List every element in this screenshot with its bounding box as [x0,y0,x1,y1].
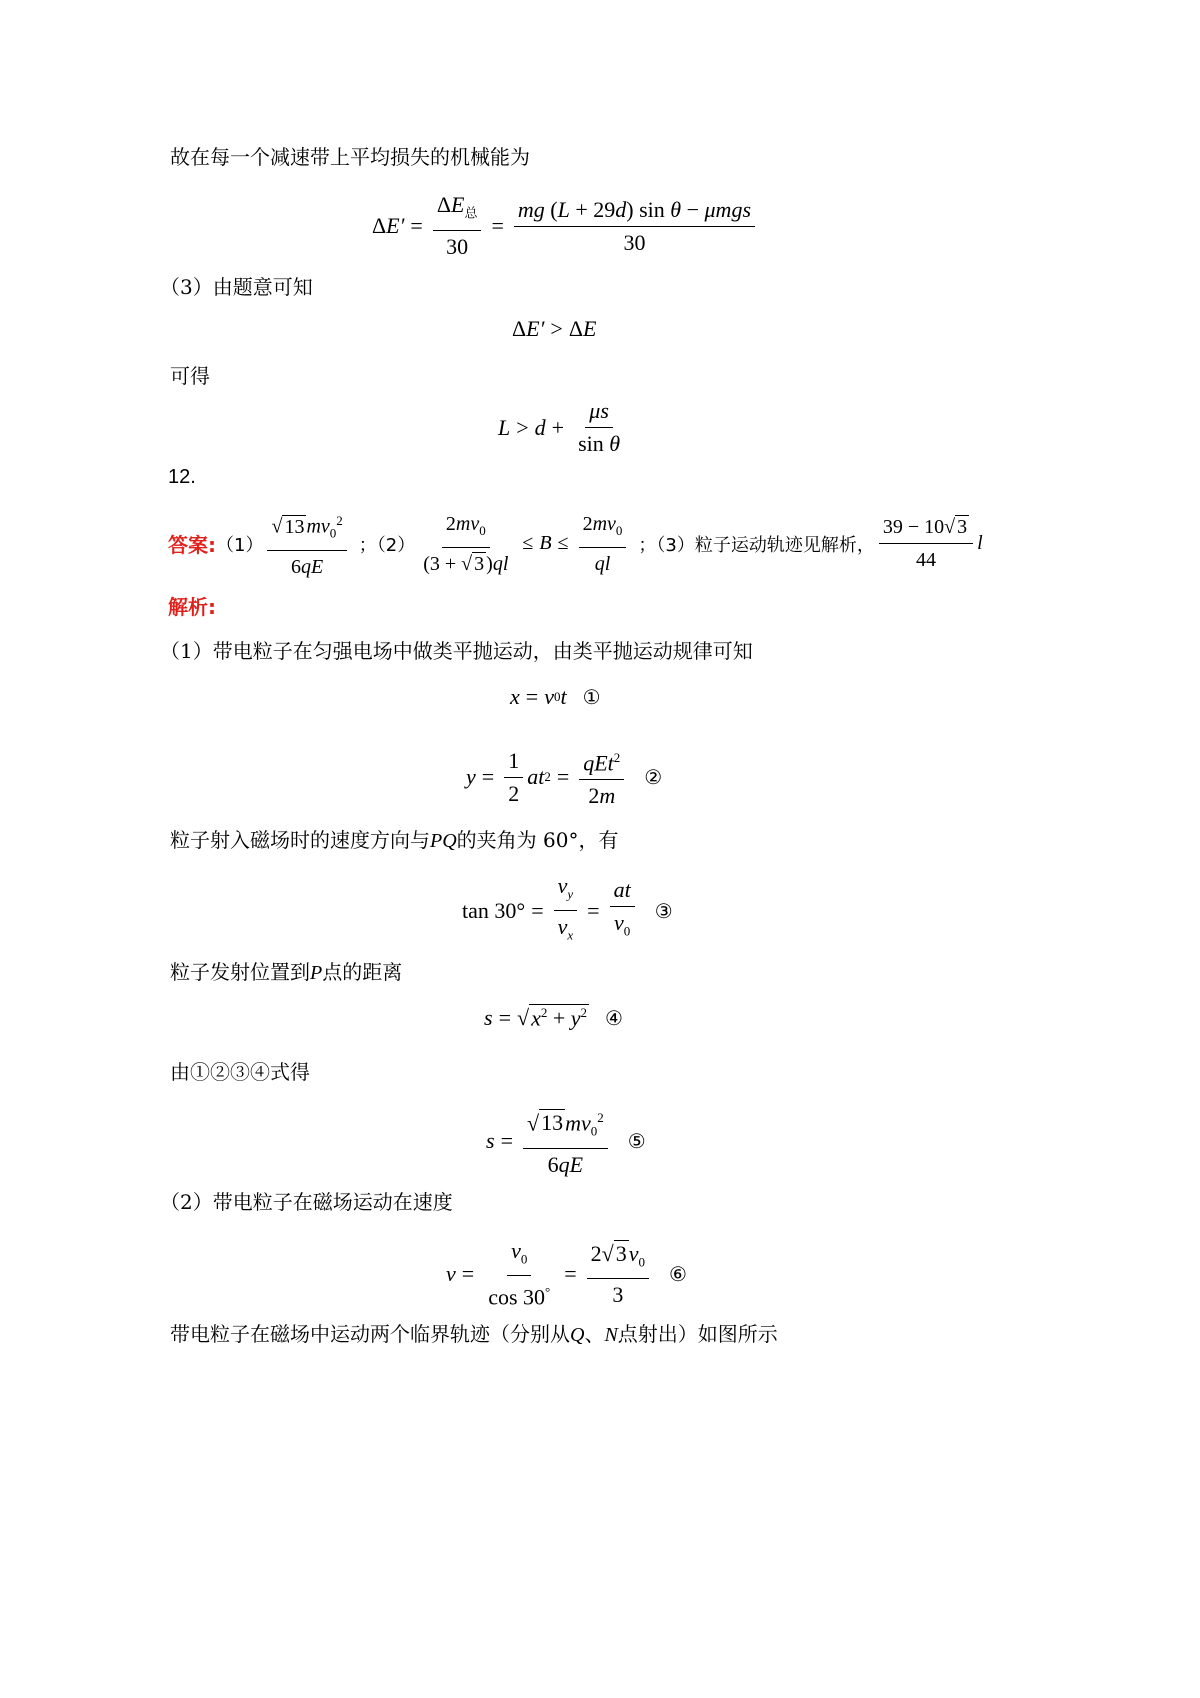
answer-part2-lower: $\frac{2mv_0}{(3 + √ 3 )ql}$ [423,512,509,575]
equation-y: y = $\frac{1}{2}$ at 2 = $\frac{qEt^2}{2m}$ ② [466,745,662,809]
equation-s-sqrt: s = √ $x^2 + y^2$ ④ [484,1004,623,1031]
label-p: P [310,962,323,984]
text-line-part1-intro: （1）带电粒子在匀强电场中做类平抛运动，由类平抛运动规律可知 [160,639,753,663]
text-line-result: 可得 [170,364,210,388]
answer-part1-formula: $\frac{√ 13 mv_0^2}{6qE}$ [267,508,346,580]
text-line-mechanical-energy: 故在每一个减速带上平均损失的机械能为 [170,145,530,169]
equation-tan30: tan 30° = $\frac{v_y}{v_x}$ = $\frac{at}{v_0}$ ③ [462,873,673,943]
marker-2: ② [644,765,663,790]
equation-v: v = $\frac{v_0}{\cos 30^\circ}$ = $\frac{2√3v_0}{3}$ ⑥ [446,1238,687,1310]
marker-3: ③ [654,898,673,923]
equation-s-result: s = $\frac{√13mv_0^2}{6qE}$ ⑤ [486,1105,646,1178]
answer-label: 答案: [168,533,216,558]
text-line-critical-trajectories: 带电粒子在磁场中运动两个临界轨迹（分别从Q、N点射出）如图所示 [170,1322,778,1346]
question-number: 12. [168,466,196,488]
equation-x: x = v 0 t ① [510,684,601,709]
answer-part2-upper: $\frac{2mv_0}{ql}$ [579,511,627,577]
equation-l-greater: L > d + $\frac{\mu s}{\text{sin θ}}$ [498,398,621,456]
answer-part1-label: （1） [216,534,264,556]
marker-6: ⑥ [668,1262,687,1287]
text-line-angle: 粒子射入磁场时的速度方向与PQ的夹角为 60°，有 [170,828,619,852]
answer-line: 答案: （1） $\frac{√ 13 mv_0^2}{6qE}$ ；（2） $\frac{2mv_0}{(3 + √ 3 )ql}$ ≤ B ≤ $\frac{2mv_0}{ql}$ ；（3）粒子运动轨迹见解析， $\frac{39 - 10√ 3}{44}$ l [168,508,983,580]
text-line-part3: （3）由题意可知 [160,275,313,299]
marker-1: ① [582,685,601,709]
equation-delta-e-prime: ΔE′ = $\frac{\Delta E_总}{30}$ = $\frac{\text{mg (L + 29d) sin θ − μmgs}}{30}$ [372,192,759,260]
analysis-label: 解析: [168,595,216,619]
text-line-part2-intro: （2）带电粒子在磁场运动在速度 [160,1190,453,1214]
label-pq: PQ [430,830,457,852]
label-n: N [604,1324,618,1346]
text-line-distance: 粒子发射位置到P点的距离 [170,960,403,984]
answer-part3-formula: $\frac{39 - 10√ 3}{44}$ [879,514,973,573]
label-q: Q [570,1324,585,1346]
equation-inequality-energy: ΔE′ > ΔE [512,316,597,341]
text-line-from-eqs: 由①②③④式得 [170,1060,310,1084]
answer-part3-label: ；（3）粒子运动轨迹见解析， [638,534,875,556]
answer-part2-label: ；（2） [358,534,416,556]
marker-4: ④ [605,1005,623,1030]
marker-5: ⑤ [627,1129,646,1154]
